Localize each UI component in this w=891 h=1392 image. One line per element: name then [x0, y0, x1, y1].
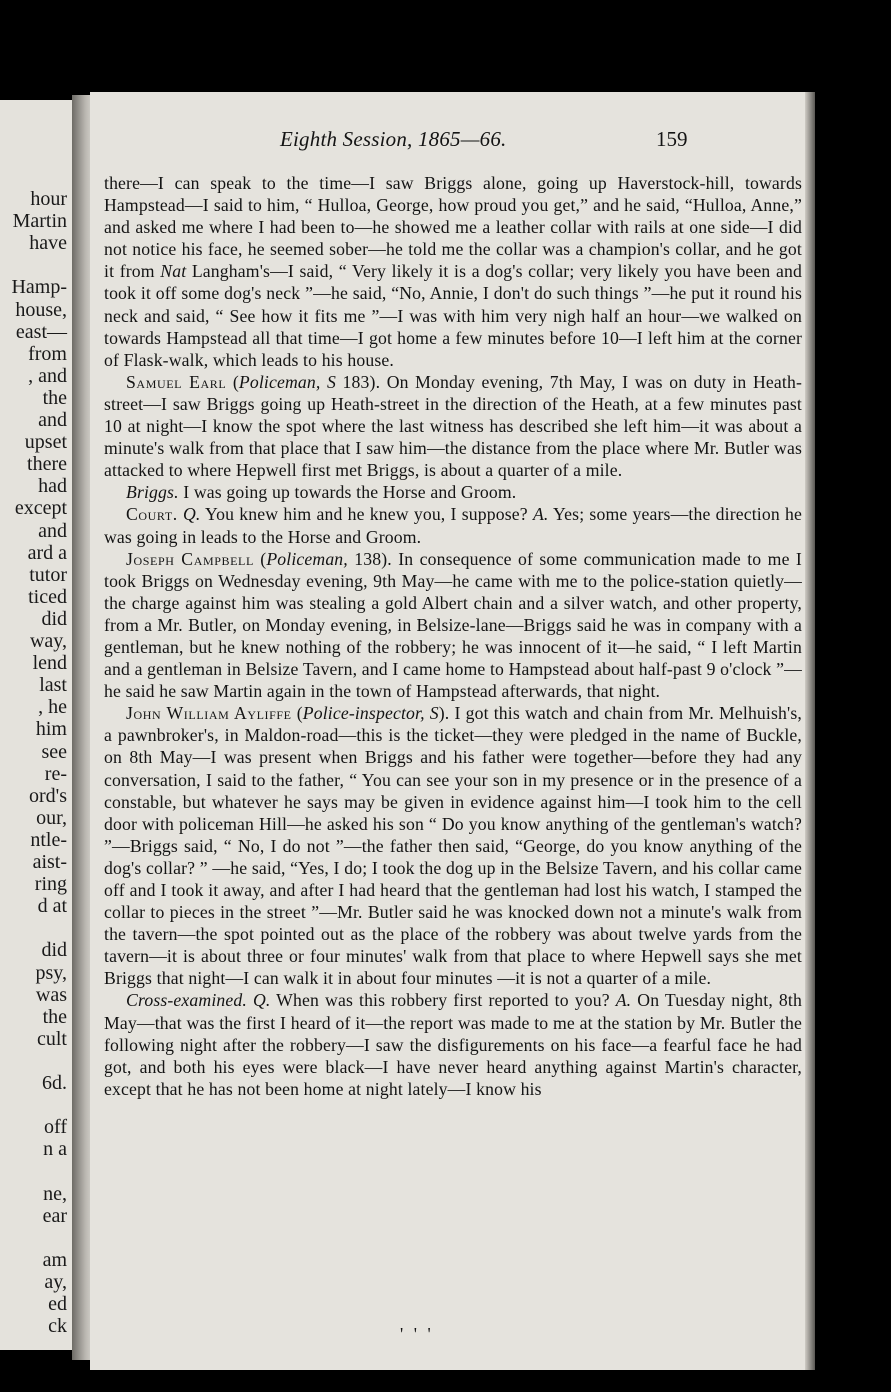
- paragraph: [104, 371, 802, 481]
- paragraph-text: You knew him and he knew you, I suppose?: [200, 504, 533, 525]
- facing-page-line: ard a: [27, 541, 67, 564]
- paragraph: [104, 172, 802, 371]
- italic-text: Policeman,: [266, 548, 348, 569]
- paragraph-text: ). I got this watch and chain from Mr. Melhuish's, a pawnbroker's, in Maldon-road—this is the ticket—they were pledged in the name of Buckle, on 8th May—I was present when Briggs and his father were together—before they had any conversation, I said to the father, “ You can see your son in my presence or in the presence of a constable, but whatever he says may be given in evidence against him—I took him to the cell door with policeman Hill—he asked his son “ Do you know anything of the gentleman's watch? ”—Briggs said, “ No, I do not ”—the father then said, “George, do you know anything of the dog's collar? ” —he said, “Yes, I do; I took the dog up in the Belsize Tavern, and his collar came off and I took it away, and after I had heard that the gentleman had lost his watch, I stamped the collar to pieces in the street ”—Mr. Butler said he was knocked down not a minute's walk from the tavern—the spot pointed out as the place of the robbery was about twelve yards from the tavern—it is about three or four minutes' walk from that place to where Hepwell says she met Briggs that night—I can walk it in about four minutes —it is not a quarter of a mile.: [104, 703, 802, 989]
- facing-page-line: did: [41, 607, 67, 630]
- paragraph-text: 183). On Monday evening, 7th May, I was on duty in Heath-street—I saw Briggs going up Heath-street in the direction of the Heath, at a few minutes past 10 at night—I know the spot where the last witness has described she left him—it was about a minute's walk from that place that I saw him—the distance from the place where Mr. Butler was attacked to where Hepwell first met Briggs, is about a quarter of a mile.: [104, 371, 802, 481]
- italic-text: A.: [532, 504, 549, 525]
- facing-page-line: ck: [48, 1315, 67, 1338]
- paragraph-text: On Tuesday night, 8th May—that was the first I heard of it—the report was made to me at the station by Mr. Butler the following night after the robbery—I saw the disfigurements on his face—a fearful face he had got, and both his eyes were black—I have never heard anything against Martin's character, except that he has not been home at night lately—I know his: [104, 990, 802, 1099]
- facing-page-line: tutor: [29, 563, 67, 586]
- facing-page-line: there: [27, 453, 67, 476]
- paragraph: [104, 503, 802, 547]
- facing-page-line: aist-: [32, 851, 67, 873]
- facing-page-line: ed: [48, 1293, 67, 1315]
- footer-mark: ' ' ': [400, 1324, 434, 1344]
- speaker-name: Joseph Campbell: [126, 548, 254, 569]
- paragraph: [104, 548, 802, 703]
- paragraph-text: (: [291, 703, 303, 724]
- facing-page-line: and: [38, 519, 67, 542]
- paragraph-text: (: [226, 371, 239, 392]
- facing-page-line: our,: [36, 806, 67, 829]
- paragraph-text: Langham's—I said, “ Very likely it is a dog's collar; very likely you have been and took it off some dog's neck ”—he said, “No, Annie, I don't do such things ”—he put it round his neck and said, “ See how it fits me ”—I was with him very nigh half an hour—we walked on towards Hampstead all that time—I got home a few minutes before 10—I left him at the corner of Flask-walk, which leads to his house.: [104, 261, 802, 370]
- facing-page-line: Martin: [12, 210, 67, 233]
- facing-page-line: n a: [43, 1138, 67, 1161]
- speaker-name: Samuel Earl: [126, 371, 227, 392]
- facing-page-line: Hamp-: [11, 276, 67, 299]
- facing-page-line: was: [35, 983, 67, 1006]
- facing-page-line: house,: [15, 298, 67, 321]
- facing-page-line: ord's: [28, 784, 67, 807]
- paragraph-text: Yes; some years—the direction he was going in leads to the Horse and Groom.: [104, 504, 803, 547]
- paragraph-text: there—I can speak to the time—I saw Briggs alone, going up Haverstock-hill, towards Hampstead—I said to him, “ Hulloa, George, how proud you get,” and he said, “Hulloa, Anne,” and asked me where I had been to—he showed me a leather collar with rails at one side—I did not notice his face, he seemed sober—he told me the collar was a champion's collar, and he got it from: [104, 173, 802, 282]
- facing-page-line: ear: [42, 1204, 67, 1227]
- facing-page-line: 6d.: [42, 1072, 67, 1094]
- facing-page-line: , and: [28, 364, 67, 387]
- facing-page-line: hour: [30, 188, 67, 210]
- facing-page-line: from: [28, 342, 67, 365]
- facing-page-line: east—: [15, 320, 67, 343]
- paragraph-text: (: [253, 548, 267, 569]
- book-page: [90, 92, 810, 1370]
- facing-page-line: d at: [37, 895, 67, 918]
- facing-page-fragment: [0, 100, 77, 1350]
- paragraph-text: When was this robbery first reported to you?: [270, 990, 616, 1011]
- facing-page-line: ay,: [44, 1270, 67, 1293]
- facing-page-line: except: [14, 497, 67, 520]
- facing-page-line: off: [44, 1116, 67, 1139]
- italic-text: Policeman, S: [238, 371, 337, 392]
- italic-text: Briggs.: [126, 482, 179, 503]
- facing-page-line: the: [42, 386, 67, 409]
- facing-page-line: ne,: [43, 1182, 67, 1205]
- page-header: [90, 127, 810, 157]
- paragraph: [104, 989, 802, 1099]
- page-number: 159: [656, 127, 688, 151]
- page-edge-shadow: [805, 92, 815, 1370]
- running-head: Eighth Session, 1865—66.: [280, 127, 507, 151]
- facing-page-line: had: [38, 475, 67, 498]
- facing-page-line: am: [42, 1248, 67, 1271]
- italic-text: Q.: [182, 504, 201, 525]
- italic-text: A.: [615, 990, 632, 1011]
- facing-page-line: ntle-: [30, 828, 67, 851]
- facing-page-line: see: [41, 740, 67, 763]
- facing-page-line: and: [38, 409, 67, 431]
- facing-page-line: lend: [32, 652, 67, 675]
- paragraph: [104, 481, 802, 503]
- speaker-name: Court.: [126, 504, 178, 525]
- paragraph-text: I was going up towards the Horse and Groom.: [178, 482, 517, 503]
- facing-page-line: ticed: [28, 585, 67, 608]
- facing-page-line: have: [29, 232, 67, 255]
- italic-text: Police-inspector, S: [302, 703, 439, 724]
- facing-page-line: way,: [29, 630, 67, 652]
- facing-page-line: psy,: [35, 961, 67, 984]
- paragraph-text: 138). In consequence of some communication made to me I took Briggs on Wednesday evening, 9th May—he came with me to the police-station quietly—the charge against him was stealing a gold Albert chain and a silver watch, and other property, from a Mr. Butler, on Monday evening, in Belsize-lane—Briggs said he was in company with a gentleman, but he knew nothing of the robbery; he was innocent of it—he said, “ I left Martin and a gentleman in Belsize Tavern, and I came home to Hampstead about half-past 9 o'clock ”—he said he saw Martin again in the town of Hampstead afterwards, that night.: [104, 548, 802, 702]
- facing-page-line: him: [35, 718, 67, 741]
- facing-page-line: did: [41, 939, 67, 962]
- facing-page-line: re-: [44, 762, 67, 785]
- speaker-name: John William Ayliffe: [126, 703, 292, 724]
- paragraph: [104, 702, 802, 989]
- page-body: [104, 172, 802, 1100]
- italic-text: Q.: [252, 990, 271, 1011]
- italic-text: Nat: [160, 261, 187, 282]
- facing-page-line: last: [39, 674, 67, 697]
- facing-page-line: the: [42, 1005, 67, 1028]
- facing-page-line: upset: [24, 431, 67, 454]
- facing-page-line: cult: [37, 1027, 67, 1050]
- italic-text: Cross-examined.: [126, 990, 247, 1011]
- facing-page-line: , he: [38, 696, 67, 719]
- facing-page-line: ring: [34, 873, 67, 896]
